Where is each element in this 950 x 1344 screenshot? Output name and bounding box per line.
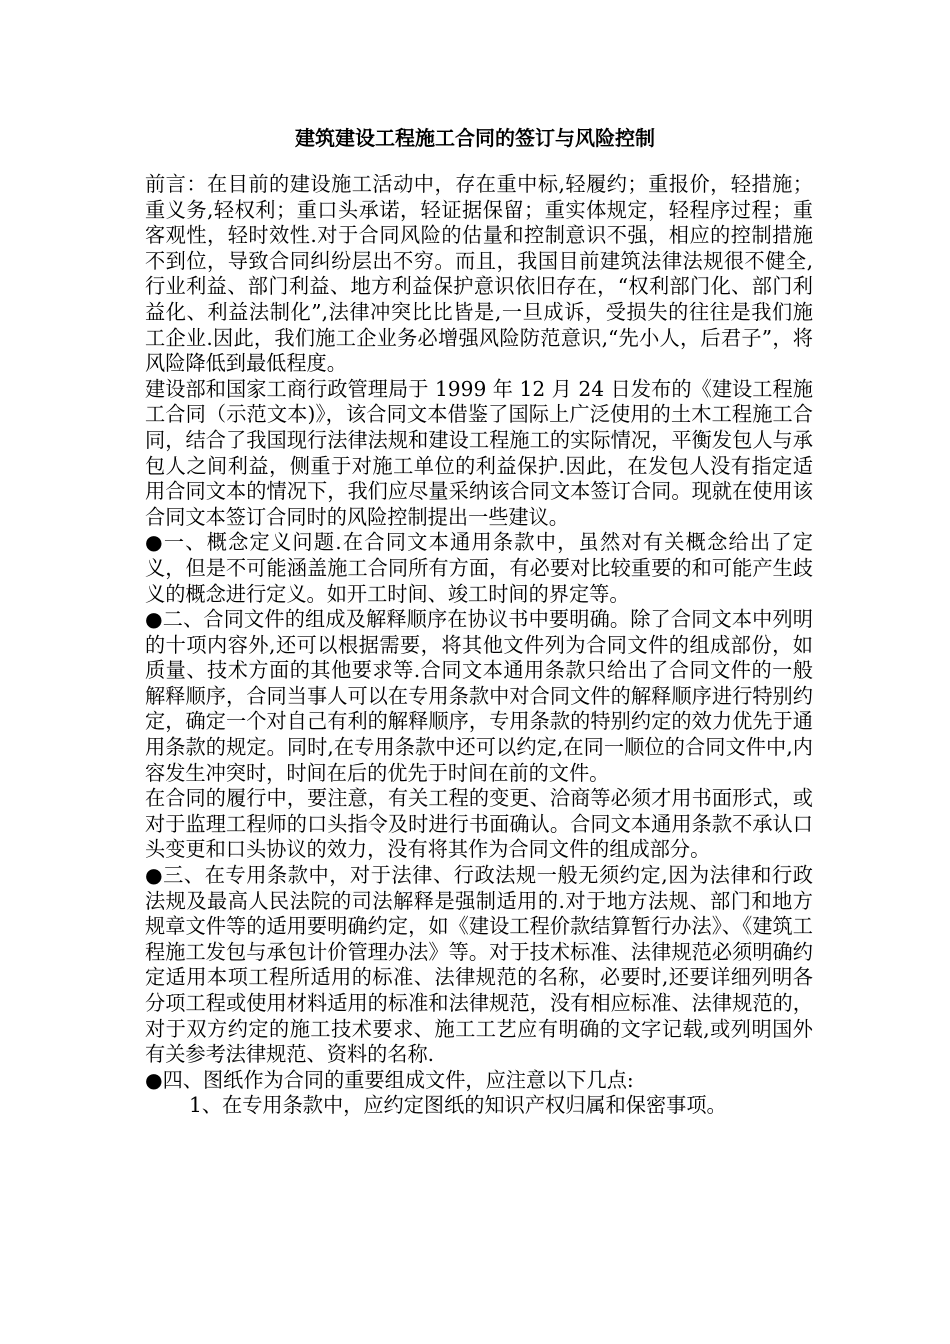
paragraph-section-1: ●一、概念定义问题.在合同文本通用条款中，虽然对有关概念给出了定义，但是不可能涵盖施工合同所有方面，有必要对比较重要的和可能产生歧义的概念进行定义。如开工时间、竣工时间的界定等。 <box>145 530 813 606</box>
list-item: 1、在专用条款中，应约定图纸的知识产权归属和保密事项。 <box>189 1093 727 1118</box>
document-body <box>145 172 813 1119</box>
paragraph-written-form: 在合同的履行中，要注意，有关工程的变更、洽商等必须才用书面形式，或对于监理工程师的口头指令及时进行书面确认。合同文本通用条款不承认口头变更和口头协议的效力，没有将其作为合同文件的组成部分。 <box>145 786 813 862</box>
paragraph-section-4: ●四、图纸作为合同的重要组成文件，应注意以下几点: <box>145 1067 634 1092</box>
paragraph-section-2: ●二、合同文件的组成及解释顺序在协议书中要明确。除了合同文本中列明的十项内容外,还可以根据需要，将其他文件列为合同文件的组成部份，如质量、技术方面的其他要求等.合同文本通用条款只给出了合同文件的一般解释顺序，合同当事人可以在专用条款中对合同文件的解释顺序进行特别约定，确定一个对自己有利的解释顺序，专用条款的特别约定的效力优先于通用条款的规定。同时,在专用条款中还可以约定,在同一顺位的合同文件中,内容发生冲突时，时间在后的优先于时间在前的文件。 <box>145 607 813 785</box>
paragraph-section-3: ●三、在专用条款中，对于法律、行政法规一般无须约定,因为法律和行政法规及最高人民法院的司法解释是强制适用的.对于地方法规、部门和地方规章文件等的适用要明确约定，如《建设工程价款结算暂行办法》、《建筑工程施工发包与承包计价管理办法》等。对于技术标准、法律规范必须明确约定适用本项工程所适用的标准、法律规范的名称，必要时,还要详细列明各分项工程或使用材料适用的标准和法律规范，没有相应标准、法律规范的，对于双方约定的施工技术要求、施工工艺应有明确的文字记载,或列明国外有关参考法律规范、资料的名称. <box>145 863 813 1067</box>
document-title: 建筑建设工程施工合同的签订与风险控制 <box>295 126 655 150</box>
paragraph-model-contract: 建设部和国家工商行政管理局于 1999 年 12 月 24 日发布的《建设工程施工合同（示范文本)》，该合同文本借鉴了国际上广泛使用的土木工程施工合同，结合了我国现行法律法规和建设工程施工的实际情况，平衡发包人与承包人之间利益，侧重于对施工单位的利益保护.因此，在发包人没有指定适用合同文本的情况下，我们应尽量采纳该合同文本签订合同。现就在使用该合同文本签订合同时的风险控制提出一些建议。 <box>145 376 813 529</box>
paragraph-preface: 前言：在目前的建设施工活动中，存在重中标,轻履约；重报价，轻措施；重义务,轻权利；重口头承诺，轻证据保留；重实体规定，轻程序过程；重客观性，轻时效性.对于合同风险的估量和控制意识不强，相应的控制措施不到位，导致合同纠纷层出不穷。而且，我国目前建筑法律法规很不健全,行业利益、部门利益、地方利益保护意识依旧存在，“权利部门化、部门利益化、利益法制化”,法律冲突比比皆是,一旦成诉，受损失的往往是我们施工企业.因此，我们施工企业务必增强风险防范意识,“先小人，后君子”，将风险降低到最低程度。 <box>145 172 813 376</box>
